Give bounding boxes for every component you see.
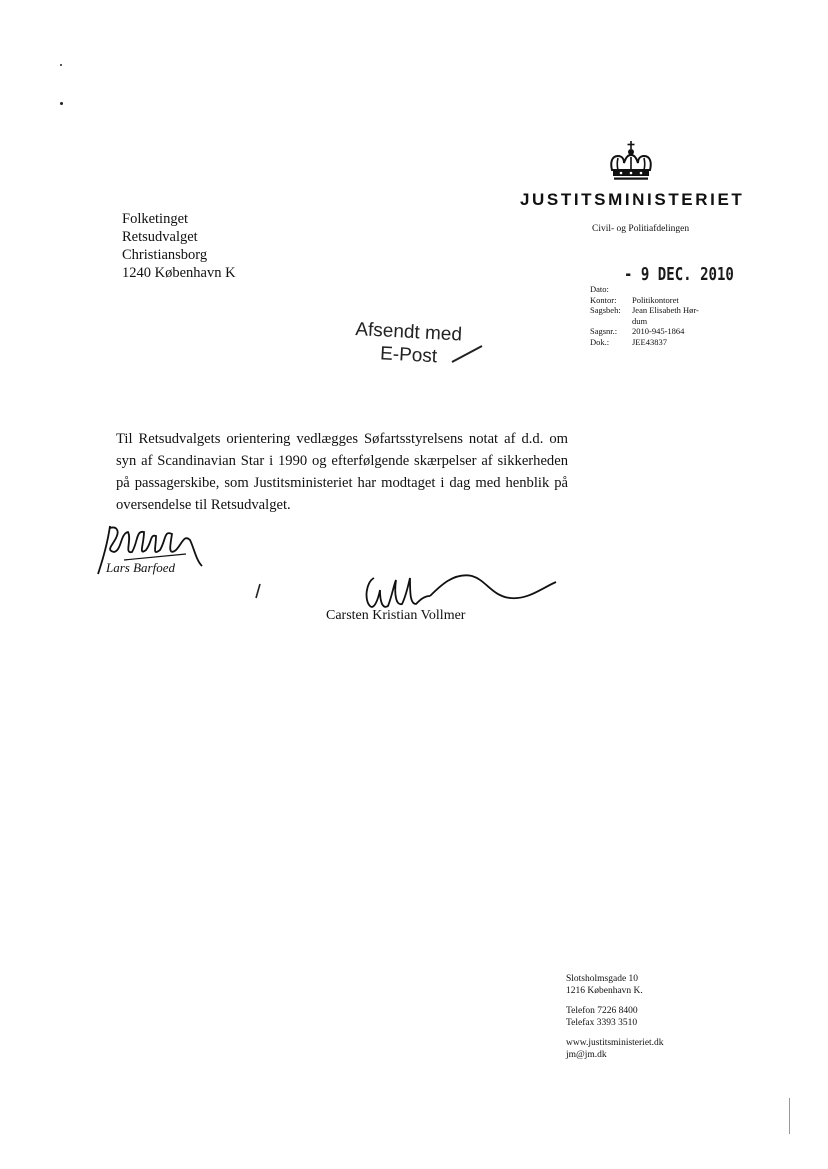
meta-value: 2010-945-1864 xyxy=(632,326,685,336)
meta-label: Kontor: xyxy=(590,294,617,305)
sent-stamp xyxy=(354,318,463,370)
meta-value: Politikontoret xyxy=(632,294,679,305)
meta-row xyxy=(590,305,714,316)
signer-name: Lars Barfoed xyxy=(106,560,175,575)
recipient-address xyxy=(122,210,236,282)
meta-label: Dok.: xyxy=(590,336,610,347)
sent-stamp-line2: E-Post xyxy=(379,343,438,368)
meta-value: Jean Elisabeth Hør- xyxy=(632,305,699,315)
footer-phone: Telefon 7226 8400 xyxy=(566,1006,638,1016)
footer-city: 1216 København K. xyxy=(566,985,643,996)
check-mark-icon xyxy=(448,340,488,364)
footer-street: Slotsholmsgade 10 xyxy=(566,974,639,984)
department-name: Civil- og Politiafdelingen xyxy=(592,224,690,234)
footer-email: jm@jm.dk xyxy=(566,1049,607,1060)
address-line: Folketinget xyxy=(122,211,189,227)
letter-body: Til Retsudvalgets orientering vedlægges Søfartsstyrelsens notat af d.d. om syn af Scandinavian Star i 1990 og efterfølgende skærpelser af sikkerheden på passagerskibe, som Justitsministeriet har modtaget i dag med henblik på oversendelse til Retsudvalget. xyxy=(116,431,568,513)
meta-label: Sagsbeh: xyxy=(590,305,621,315)
ministry-name: JUSTITSMINISTERIET xyxy=(520,190,745,209)
meta-row xyxy=(590,326,714,337)
case-meta xyxy=(590,284,714,347)
ministry-contact xyxy=(566,974,664,1061)
meta-row xyxy=(590,337,714,348)
meta-row xyxy=(590,295,714,306)
meta-value: JEE43837 xyxy=(632,336,667,347)
address-line: 1240 København K xyxy=(122,265,236,281)
meta-label: Dato: xyxy=(590,284,609,294)
scan-speck xyxy=(60,102,63,105)
meta-value xyxy=(632,284,714,295)
scan-edge-line xyxy=(789,1098,790,1134)
footer-fax: Telefax 3393 3510 xyxy=(566,1017,638,1028)
crown-icon xyxy=(606,140,656,182)
meta-row xyxy=(590,316,714,327)
signer-name: Carsten Kristian Vollmer xyxy=(326,608,466,623)
footer-web: www.justitsministeriet.dk xyxy=(566,1038,664,1048)
scan-speck xyxy=(60,64,62,66)
meta-label xyxy=(590,316,632,327)
meta-label: Sagsnr.: xyxy=(590,326,618,336)
address-line: Retsudvalget xyxy=(122,229,198,245)
meta-value: dum xyxy=(632,315,648,326)
date-stamp: - 9 DEC. 2010 xyxy=(624,264,734,285)
meta-row xyxy=(590,284,714,295)
sent-stamp-line1: Afsendt med xyxy=(354,318,463,346)
address-line: Christiansborg xyxy=(122,247,208,263)
pen-mark xyxy=(252,582,264,600)
